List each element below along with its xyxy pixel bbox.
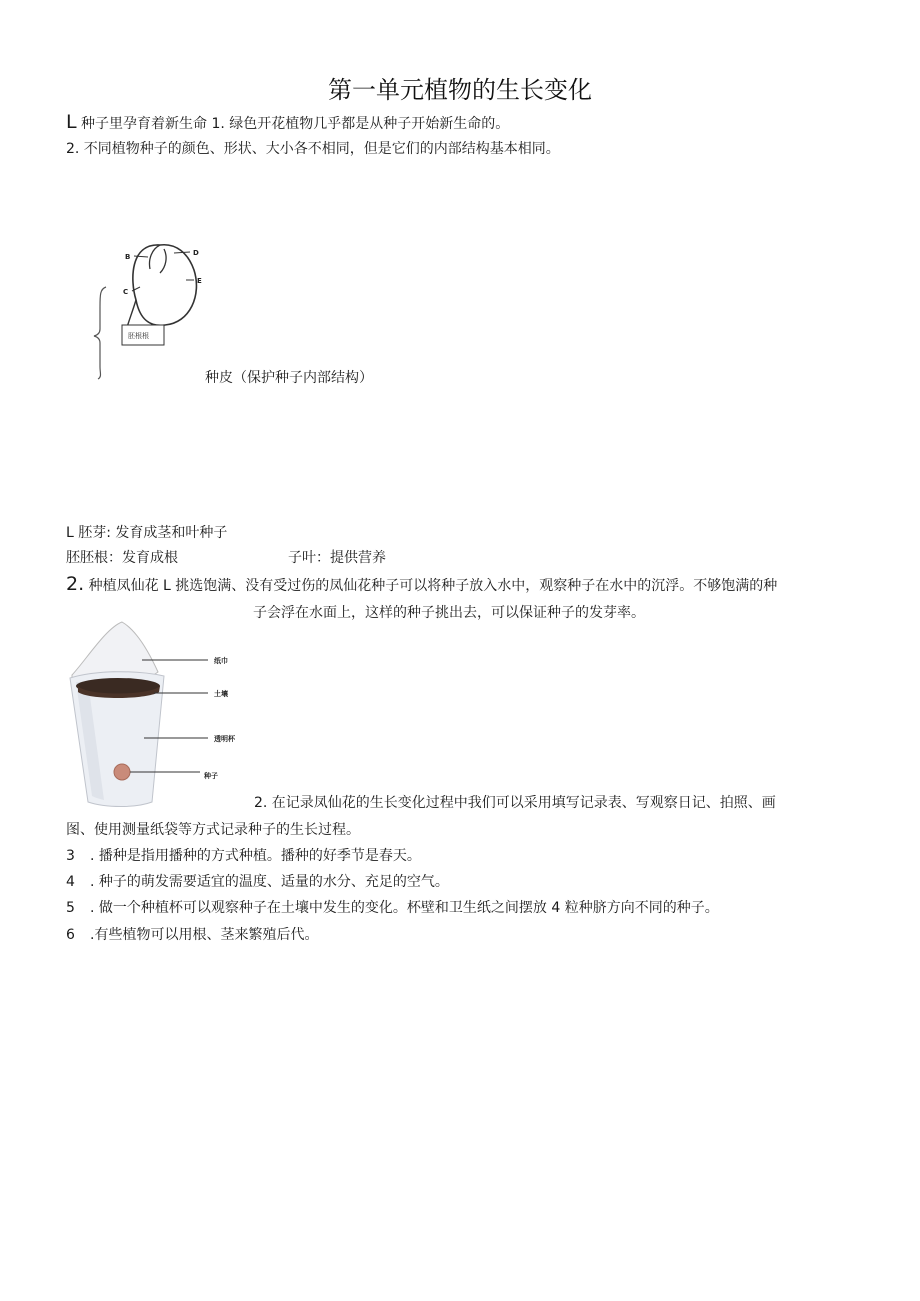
label-paper-towel: 纸巾 [214, 657, 228, 665]
planting-line-1 [66, 574, 777, 596]
radicle-box-label: 胚根根 [128, 332, 149, 340]
page-title: 第一单元植物的生长变化 [328, 76, 592, 104]
label-seed: 种子 [204, 772, 218, 780]
intro-marker: L [66, 111, 77, 133]
list-item-text: . 做一个种植杯可以观察种子在土壤中发生的变化。杯壁和卫生纸之间摆放 4 粒种脐方向不同的种子。 [90, 900, 719, 916]
intro-line-1 [66, 112, 509, 134]
list-item-num: 3 [66, 848, 75, 864]
list-item-num: 4 [66, 874, 75, 890]
label-b: B [125, 253, 131, 261]
list-item-text: . 种子的萌发需要适宜的温度、适量的水分、充足的空气。 [90, 874, 449, 890]
list-item-num: 5 [66, 900, 75, 916]
seed-caption: 种皮（保护种子内部结构） [205, 370, 373, 386]
label-cup: 透明杯 [214, 735, 235, 743]
structure-line-2a: 胚胚根：发育成根 [66, 550, 178, 566]
list-item [66, 925, 318, 945]
intro-line-2: 2. 不同植物种子的颜色、形状、大小各不相同，但是它们的内部结构基本相同。 [66, 141, 560, 157]
list-item [66, 872, 449, 892]
intro-text-1: 种子里孕育着新生命 1. 绿色开花植物几乎都是从种子开始新生命的。 [81, 116, 510, 132]
brace [94, 287, 106, 379]
list-item [66, 846, 421, 866]
seed-dot [114, 764, 130, 780]
planting-line-2: 子会浮在水面上，这样的种子挑出去，可以保证种子的发芽率。 [253, 605, 645, 621]
list-item-text: . 播种是指用播种的方式种植。播种的好季节是春天。 [90, 848, 421, 864]
structure-line-1: L 胚芽: 发育成茎和叶种子 [66, 525, 228, 541]
structure-line-2b: 子叶：提供营养 [288, 550, 386, 566]
planting-marker: 2. [66, 573, 85, 595]
list-item [66, 898, 719, 918]
leader-b [134, 256, 148, 257]
record-line-2: 图、使用测量纸袋等方式记录种子的生长过程。 [66, 822, 360, 838]
list-item-text: .有些植物可以用根、茎来繁殖后代。 [90, 927, 319, 943]
list-item-num: 6 [66, 927, 75, 943]
planting-cup-diagram [66, 620, 252, 810]
leader-d [174, 252, 190, 253]
label-soil: 土壤 [214, 690, 228, 698]
planting-text-1: 种植凤仙花 L 挑选饱满、没有受过伤的凤仙花种子可以将种子放入水中，观察种子在水中的沉浮。不够饱满的种 [88, 578, 778, 594]
plumule-line [149, 245, 166, 273]
label-c: C [123, 288, 129, 296]
label-e: E [197, 277, 202, 285]
label-d: D [193, 249, 199, 257]
record-line-1: 2. 在记录凤仙花的生长变化过程中我们可以采用填写记录表、写观察日记、拍照、画 [254, 795, 776, 811]
seed-diagram [90, 235, 220, 380]
